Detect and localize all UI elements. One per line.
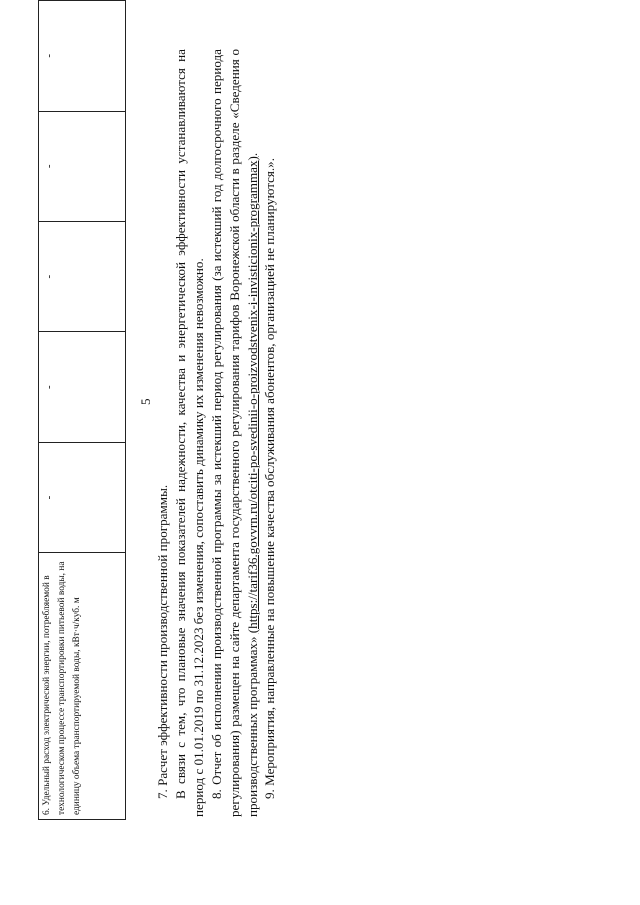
section-8-text: 8. Отчет об исполнении производственной программы за истекший период регулирования (за истекший год долгосрочного периода регулирования) размещен на сайте департамента государственного регулирования тарифов Воронежской области в разделе «Сведения о производственных программах» xyxy=(208,49,260,817)
document-body xyxy=(154,49,279,817)
value-cell xyxy=(39,442,126,552)
value-text: - xyxy=(43,274,55,279)
section-7-heading: 7. Расчет эффективности производственной программы. xyxy=(155,484,170,799)
value-text: - xyxy=(43,385,55,389)
value-cell xyxy=(39,1,126,112)
indicators-table xyxy=(38,0,126,820)
page-number: 5 xyxy=(138,398,153,405)
value-cell xyxy=(39,111,126,221)
section-7-body: В связи с тем, что плановые значения показателей надежности, качества и энергетической эффективности устанавливаются на период с 01.01.2019 по 31.12.2023 без изменения, сопоставить динамику их изменения невозможно. xyxy=(172,49,206,817)
value-cell xyxy=(39,332,126,442)
indicator-name-cell: 6. Удельный расход электрической энергии, потребляемой в технологическом процессе транспортировки питьевой воды, на единицу объема транспортируемой воды, кВт·ч/куб. м xyxy=(39,553,126,820)
value-text: - xyxy=(43,164,55,169)
programs-report-link[interactable]: (https://tarif36.govvrn.ru/otciti-po-svedinii-o-proizvodstvenix-i-invisticionix-programmax) xyxy=(244,156,260,634)
value-text: - xyxy=(43,495,55,500)
section-8-end: . xyxy=(244,152,260,157)
value-cell xyxy=(39,221,126,331)
section-8-body xyxy=(208,49,262,817)
section-9-body: 9. Мероприятия, направленные на повышение качества обслуживания абонентов, организацией не планируются.». xyxy=(262,157,278,799)
value-text: - xyxy=(43,53,55,58)
table-row xyxy=(39,1,126,820)
